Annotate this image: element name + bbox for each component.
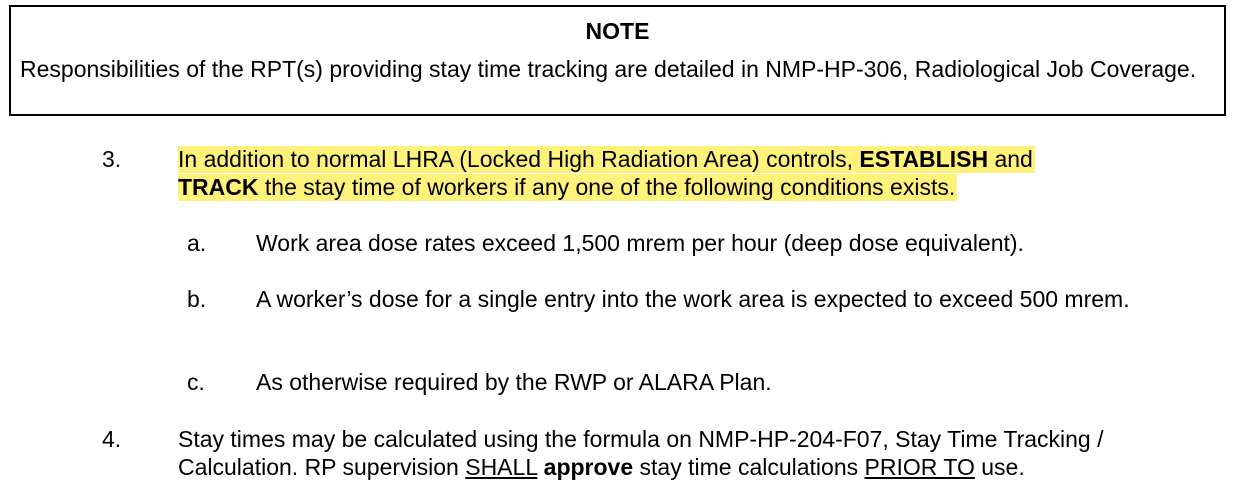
note-title: NOTE bbox=[585, 18, 650, 44]
step-4-text bbox=[178, 425, 1228, 481]
substep-a-text: Work area dose rates exceed 1,500 mrem per hour (deep dose equivalent). bbox=[256, 230, 1024, 256]
substep-c-letter: c. bbox=[187, 369, 205, 395]
step-4-text-part4: use. bbox=[974, 454, 1025, 480]
step-4-text-part1: Stay times may be calculated using the formula on NMP-HP-204-F07, Stay Time Tracking / Calculation. RP supervision bbox=[178, 426, 1104, 480]
step-3-text-part1: In addition to normal LHRA (Locked High Radiation Area) controls, bbox=[178, 146, 860, 172]
step-4-approve: approve bbox=[543, 454, 634, 480]
step-3-text-part2: and bbox=[988, 146, 1033, 172]
step-4-number: 4. bbox=[102, 426, 122, 452]
step-3-text bbox=[178, 145, 1218, 201]
note-box bbox=[9, 5, 1226, 116]
step-3-text-part3: the stay time of workers if any one of the following conditions exists. bbox=[258, 174, 956, 200]
step-3-establish: ESTABLISH bbox=[859, 146, 989, 172]
substep-c-text: As otherwise required by the RWP or ALARA Plan. bbox=[256, 369, 772, 395]
step-4-shall: SHALL bbox=[465, 454, 538, 480]
substep-b-text: A worker’s dose for a single entry into the work area is expected to exceed 500 mrem. bbox=[256, 286, 1130, 312]
step-3-highlight bbox=[178, 146, 1035, 201]
step-4-text-part3: stay time calculations bbox=[633, 454, 865, 480]
substep-a-letter: a. bbox=[187, 230, 207, 256]
step-3-number: 3. bbox=[102, 146, 122, 172]
substep-b-letter: b. bbox=[187, 286, 207, 312]
note-body: Responsibilities of the RPT(s) providing stay time tracking are detailed in NMP-HP-306, Radiological Job Coverage. bbox=[20, 56, 1197, 82]
step-4-prior-to: PRIOR TO bbox=[864, 454, 975, 480]
step-3-track: TRACK bbox=[178, 174, 259, 200]
